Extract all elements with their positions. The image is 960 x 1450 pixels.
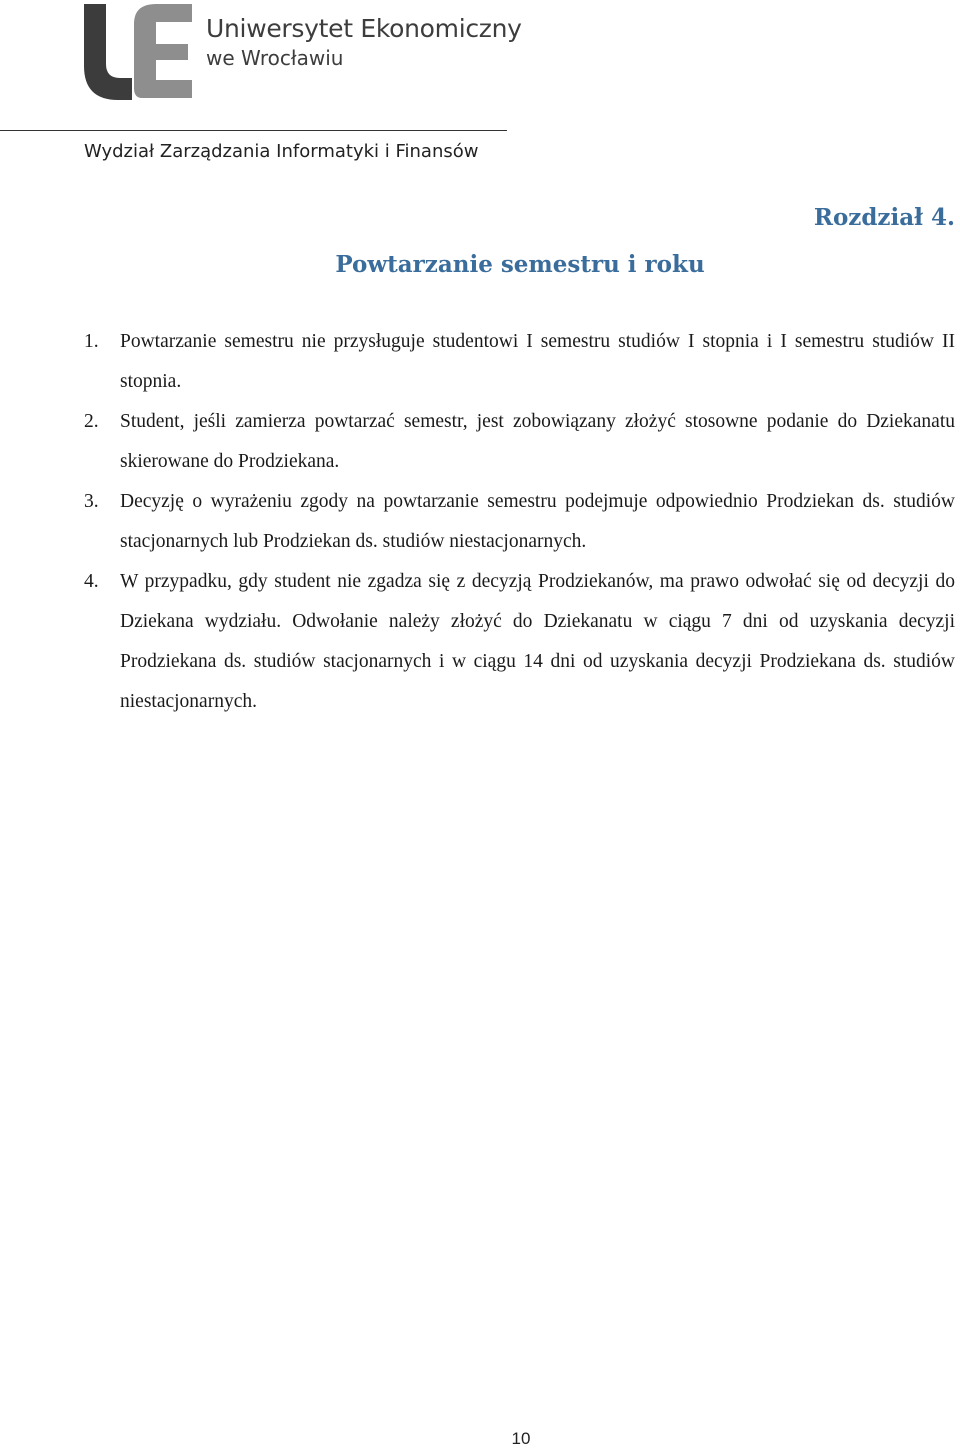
faculty-name: Wydział Zarządzania Informatyki i Finansów	[84, 141, 479, 162]
chapter-label: Rozdział 4.	[813, 204, 955, 231]
ue-logo-mark	[84, 2, 196, 100]
page-number: 10	[511, 1429, 531, 1448]
list-item	[0, 402, 955, 482]
logo-letter-u	[84, 4, 132, 100]
list-item-number: 2.	[84, 411, 99, 432]
logo-letter-e	[134, 4, 192, 98]
list-item	[0, 322, 955, 402]
list-item-number: 1.	[84, 331, 99, 352]
list-item-text: Powtarzanie semestru nie przysługuje studentowi I semestru studiów I stopnia i I semestru studiów II stopnia.	[120, 331, 955, 392]
university-logo	[84, 2, 524, 102]
list-item-text: Student, jeśli zamierza powtarzać semestr, jest zobowiązany złożyć stosowne podanie do Dziekanatu skierowane do Prodziekana.	[120, 411, 955, 472]
chapter-title: Powtarzanie semestru i roku	[335, 251, 705, 278]
list-item-text: W przypadku, gdy student nie zgadza się z decyzją Prodziekanów, ma prawo odwołać się od decyzji do Dziekana wydziału. Odwołanie należy złożyć do Dziekanatu w ciągu 7 dni od uzyskania decyzji Prodziekana ds. studiów stacjonarnych i w ciągu 14 dni od uzyskania decyzji Prodziekana ds. studiów niestacjonarnych.	[120, 571, 955, 712]
header-divider	[0, 130, 507, 131]
list-item-text: Decyzję o wyrażeniu zgody na powtarzanie semestru podejmuje odpowiednio Prodziekan ds. studiów stacjonarnych lub Prodziekan ds. studiów niestacjonarnych.	[120, 491, 955, 552]
logo-subname: we Wrocławiu	[206, 46, 344, 70]
list-item	[0, 562, 955, 722]
list-item	[0, 482, 955, 562]
list-item-number: 4.	[84, 571, 99, 592]
logo-name: Uniwersytet Ekonomiczny	[206, 14, 522, 43]
list-item-number: 3.	[84, 491, 99, 512]
rules-list	[0, 322, 960, 722]
